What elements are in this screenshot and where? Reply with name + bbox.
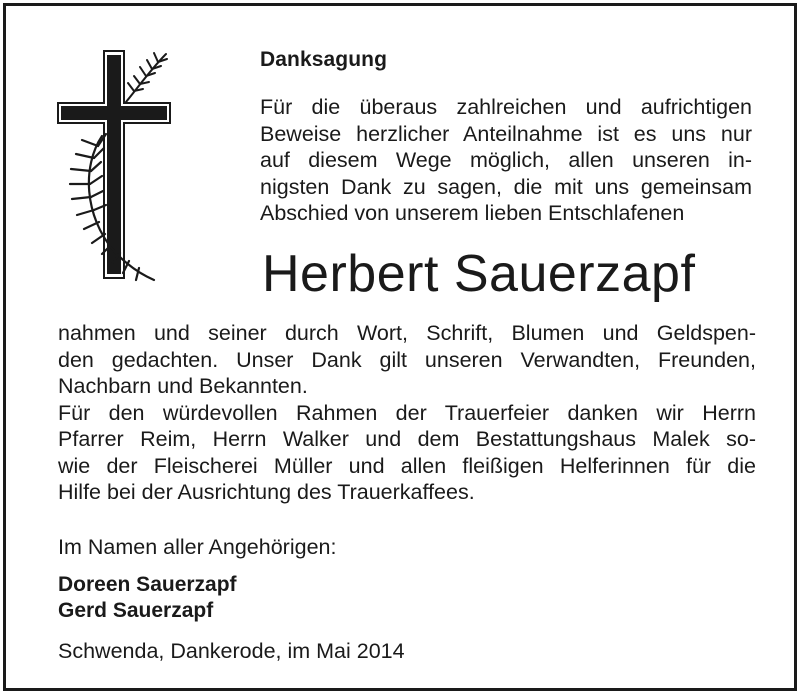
body-line: Für den würdevollen Rahmen der Trauerfeier danken wir Herrn — [58, 400, 756, 425]
closing-line: Im Namen aller Angehörigen: — [58, 535, 337, 559]
body-paragraph — [58, 320, 756, 506]
intro-paragraph — [260, 94, 752, 227]
intro-line: nigsten Dank zu sagen, die mit uns gemeinsam — [260, 174, 752, 199]
body-line: den gedachten. Unser Dank gilt unseren Verwandten, Freunden, — [58, 347, 756, 372]
body-line: Pfarrer Reim, Herrn Walker und dem Bestattungshaus Malek so- — [58, 427, 756, 451]
body-line: wie der Fleischerei Müller und allen fleißigen Helferinnen für die — [58, 453, 756, 478]
intro-line: Abschied von unserem lieben Entschlafenen — [260, 201, 685, 225]
cross-with-palm-branch-icon — [54, 46, 176, 286]
signer-name: Doreen Sauerzapf — [58, 573, 237, 596]
intro-line: Für die überaus zahlreichen und aufrichtigen — [260, 95, 752, 119]
body-line: nahmen und seiner durch Wort, Schrift, Blumen und Geldspen- — [58, 321, 756, 345]
body-line: Nachbarn und Bekannten. — [58, 374, 308, 398]
deceased-name: Herbert Sauerzapf — [262, 245, 696, 303]
body-line: Hilfe bei der Ausrichtung des Trauerkaffees. — [58, 480, 475, 504]
place-and-date: Schwenda, Dankerode, im Mai 2014 — [58, 639, 405, 663]
intro-line: auf diesem Wege möglich, allen unseren in- — [260, 148, 752, 172]
obituary-notice-frame — [3, 3, 797, 691]
signer-name: Gerd Sauerzapf — [58, 599, 214, 622]
intro-line: Beweise herzlicher Anteilnahme ist es uns nur — [260, 121, 752, 146]
notice-heading: Danksagung — [260, 48, 388, 71]
